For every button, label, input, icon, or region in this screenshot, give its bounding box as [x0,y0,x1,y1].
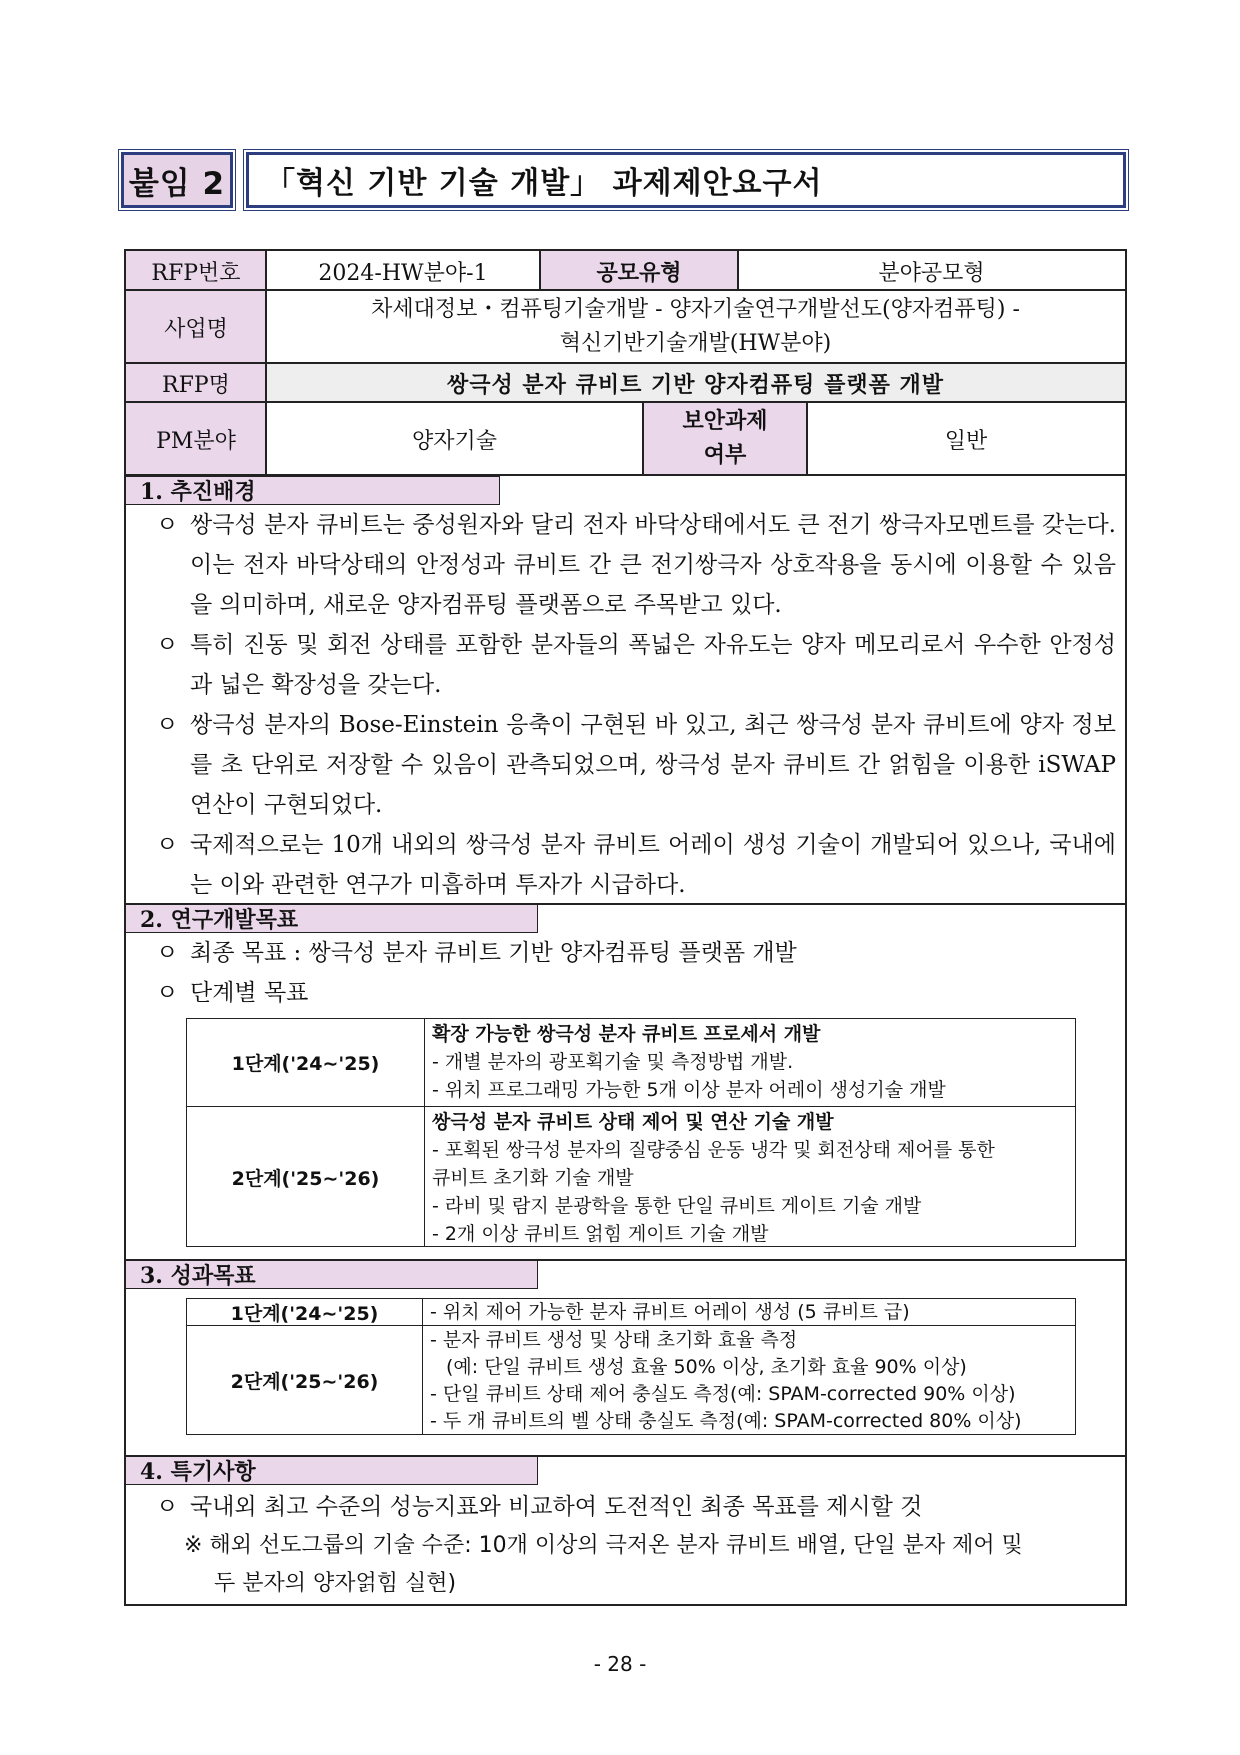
outcome-stage-label: 1단계('24∼'25) [187,1299,423,1325]
goal-stage-row [187,1106,1075,1247]
rfp-name-value: 쌍극성 분자 큐비트 기반 양자컴퓨팅 플랫폼 개발 [266,364,1125,403]
security-label-line-1: 보안과제 [682,409,768,434]
section-background-title: 1. 추진배경 [126,476,500,505]
goal-stages-table [186,1018,1076,1247]
outcome-line: - 단일 큐비트 상태 제어 충실도 측정(예: SPAM-corrected 90% 이상) [430,1383,1016,1405]
notes-item: ㅇ 국내외 최고 수준의 성능지표와 비교하여 도전적인 최종 목표를 제시할 것 [156,1487,1116,1527]
outcome-stage-label: 2단계('25∼'26) [187,1326,423,1435]
rfp-frame [124,249,1127,1606]
goal-stage-line: - 포획된 쌍극성 분자의 질량중심 운동 냉각 및 회전상태 제어를 통한 [432,1139,995,1161]
outcome-line: - 두 개 큐비트의 벨 상태 충실도 측정(예: SPAM-corrected 80% 이상) [430,1410,1022,1432]
security-value: 일반 [944,429,988,454]
outcome-row [187,1299,1075,1325]
goal-stage-line: - 2개 이상 큐비트 얽힘 게이트 기술 개발 [432,1223,769,1245]
goal-stage-heading: 확장 가능한 쌍극성 분자 큐비트 프로세서 개발 [432,1023,821,1045]
goal-stages-label: ㅇ 단계별 목표 [156,973,1116,1013]
bullet-icon: ㅇ [156,512,179,538]
goal-stage-line: - 위치 프로그래밍 가능한 5개 이상 분자 어레이 생성기술 개발 [432,1079,946,1101]
project-line-2: 혁신기반기술개발(HW분야) [559,331,832,356]
outcome-table [186,1298,1076,1435]
outcome-line: - 위치 제어 가능한 분자 큐비트 어레이 생성 (5 큐비트 급) [430,1301,910,1323]
goal-stage-row [187,1019,1075,1106]
bullet-icon: ㅇ [156,712,179,738]
section-goal-title: 2. 연구개발목표 [126,904,538,933]
background-item-3: ㅇ 쌍극성 분자의 Bose-Einstein 응축이 구현된 바 있고, 최근 쌍극성 분자 큐비트에 양자 정보를 초 단위로 저장할 수 있음이 관측되었으며, 쌍극성 분자 큐비트 간 얽힘을 이용한 iSWAP 연산이 구현되었다. [156,705,1116,825]
background-item-1: ㅇ 쌍극성 분자 큐비트는 중성원자와 달리 전자 바닥상태에서도 큰 전기 쌍극자모멘트를 갖는다. 이는 전자 바닥상태의 안정성과 큐비트 간 큰 전기쌍극자 상호작용을 동시에 이용할 수 있음을 의미하며, 새로운 양자컴퓨팅 플랫폼으로 주목받고 있다. [156,505,1116,625]
bullet-icon: ㅇ [156,832,179,858]
outcome-row [187,1325,1075,1435]
pm-value: 양자기술 [411,429,497,454]
bullet-icon: ㅇ [156,940,179,966]
goal-stage-heading: 쌍극성 분자 큐비트 상태 제어 및 연산 기술 개발 [432,1111,834,1133]
bullet-icon: ㅇ [156,980,179,1006]
rfp-name-label: RFP명 [126,364,266,403]
bullet-icon: ㅇ [156,632,179,658]
security-label [643,403,807,476]
reference-line-1: 해외 선도그룹의 기술 수준: 10개 이상의 극저온 분자 큐비트 배열, 단일 분자 제어 및 [209,1533,1023,1558]
bullet-icon: ㅇ [156,1494,179,1520]
document-title: 「혁신 기반 기술 개발」 과제제안요구서 [246,152,1126,208]
notes-reference [184,1527,1119,1603]
reference-line-2: 두 분자의 양자얽힘 실현) [214,1571,457,1596]
page-number: - 28 - [593,1652,647,1676]
rfp-no-label: RFP번호 [126,251,266,291]
rfp-no-value: 2024-HW분야-1 [318,260,488,286]
attachment-label: 붙임 2 [121,152,233,208]
background-item-2: ㅇ 특히 진동 및 회전 상태를 포함한 분자들의 폭넓은 자유도는 양자 메모리로서 우수한 안정성과 넓은 확장성을 갖는다. [156,625,1116,705]
pm-label: PM분야 [126,403,266,476]
goal-stage-label: 2단계('25∼'26) [187,1107,425,1247]
goal-stage-label: 1단계('24∼'25) [187,1019,425,1106]
project-line-1: 차세대정보・컴퓨팅기술개발 - 양자기술연구개발선도(양자컴퓨팅) - [371,297,1020,322]
project-value [266,291,1125,364]
outcome-line: (예: 단일 큐비트 생성 효율 50% 이상, 초기화 효율 90% 이상) [446,1356,967,1378]
project-label: 사업명 [126,291,266,364]
goal-stage-line: 큐비트 초기화 기술 개발 [432,1167,634,1189]
background-item-4: ㅇ 국제적으로는 10개 내외의 쌍극성 분자 큐비트 어레이 생성 기술이 개발되어 있으나, 국내에는 이와 관련한 연구가 미흡하며 투자가 시급하다. [156,825,1116,905]
section-notes-title: 4. 특기사항 [126,1456,538,1485]
section-outcome-title: 3. 성과목표 [126,1260,538,1289]
call-type-value: 분야공모형 [878,260,985,286]
reference-mark-icon: ※ [184,1533,203,1558]
goal-final: ㅇ 최종 목표 : 쌍극성 분자 큐비트 기반 양자컴퓨팅 플랫폼 개발 [156,933,1116,973]
goal-stage-line: - 개별 분자의 광포획기술 및 측정방법 개발. [432,1051,794,1073]
goal-stage-line: - 라비 및 람지 분광학을 통한 단일 큐비트 게이트 기술 개발 [432,1195,922,1217]
security-label-line-2: 여부 [703,443,747,468]
outcome-line: - 분자 큐비트 생성 및 상태 초기화 효율 측정 [430,1329,798,1351]
call-type-label: 공모유형 [540,251,738,291]
